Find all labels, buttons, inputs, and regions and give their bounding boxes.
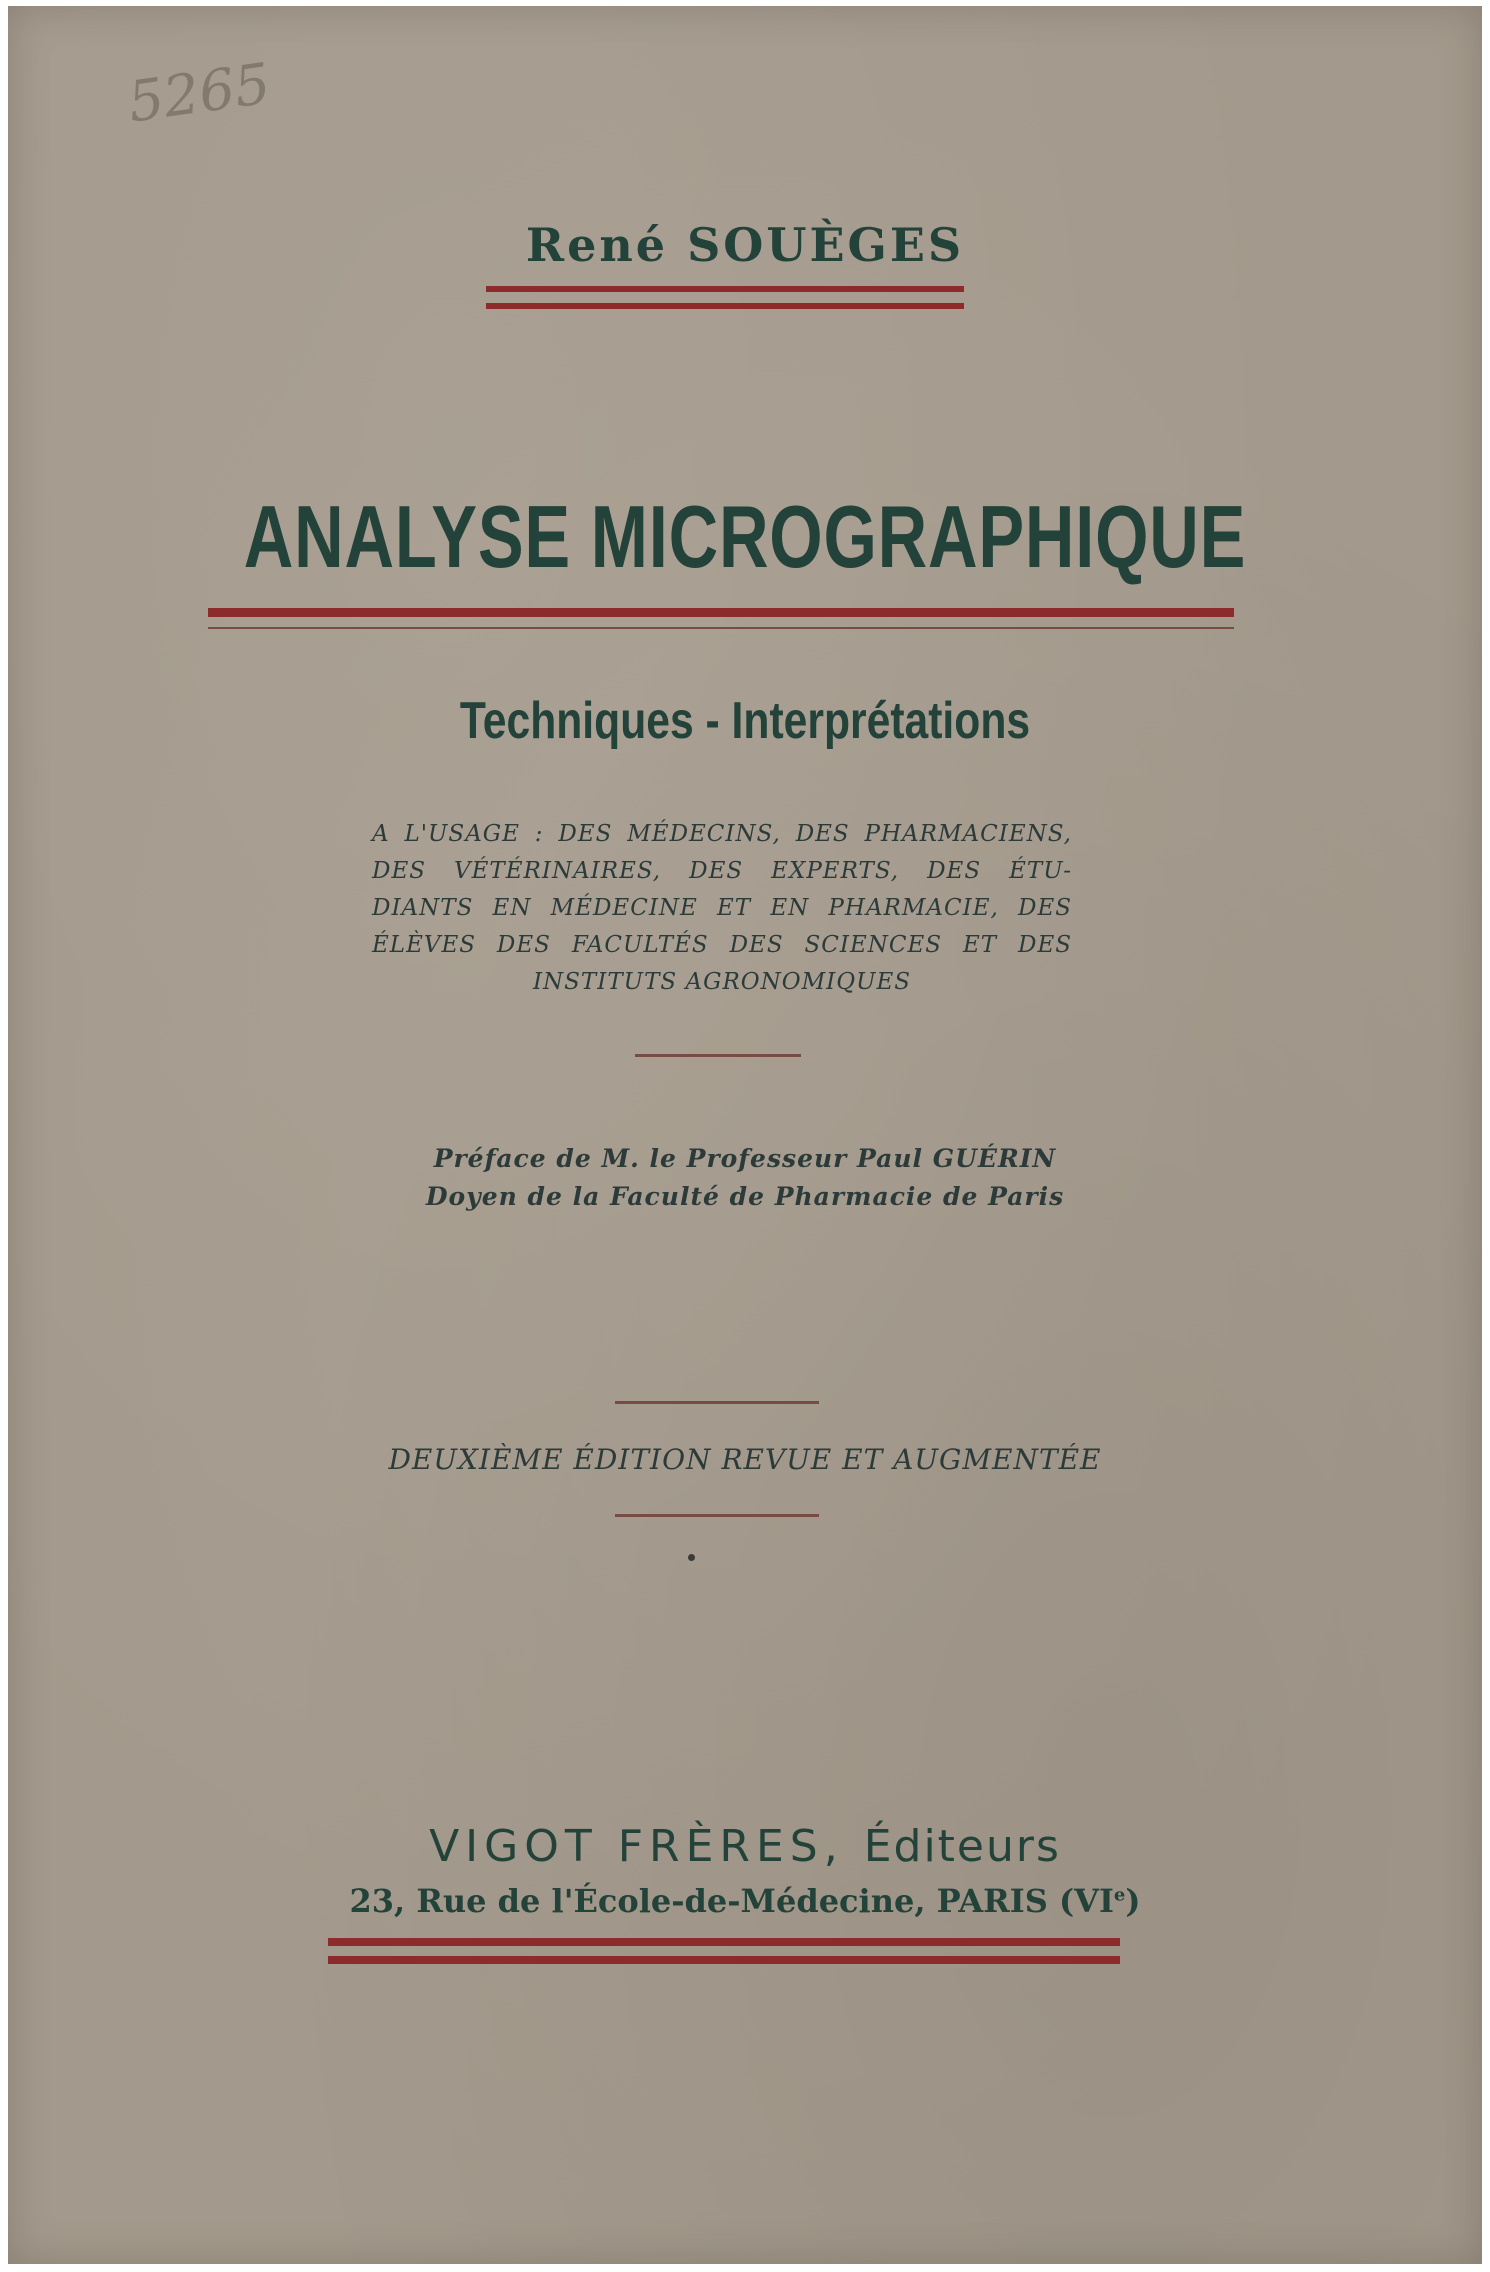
usage-line: DES VÉTÉRINAIRES, DES EXPERTS, DES ÉTU-	[372, 858, 1072, 884]
usage-line: ÉLÈVES DES FACULTÉS DES SCIENCES ET DES	[372, 932, 1072, 958]
ornament-dot	[688, 1554, 695, 1561]
address-end: )	[1125, 1882, 1141, 1920]
address-main: 23, Rue de l'École-de-Médecine, PARIS (VI	[349, 1882, 1114, 1920]
title-rule-thick	[208, 608, 1234, 617]
preface-line: Doyen de la Faculté de Pharmacie de Paris	[425, 1182, 1065, 1211]
pencil-annotation: 5265	[124, 51, 275, 136]
publisher-double-rule-bottom	[328, 1956, 1120, 1964]
author-double-rule-top	[486, 286, 964, 292]
publisher-line	[8, 1821, 1482, 1872]
divider-rule	[635, 1054, 801, 1057]
divider-rule	[615, 1401, 819, 1404]
author-name: René SOUÈGES	[525, 218, 965, 272]
divider-rule	[615, 1514, 819, 1517]
publisher-name: VIGOT FRÈRES,	[429, 1821, 844, 1872]
book-subtitle: Techniques - Interprétations	[459, 692, 1031, 750]
publisher-address	[8, 1882, 1482, 1920]
edition-note: DEUXIÈME ÉDITION REVUE ET AUGMENTÉE	[388, 1443, 1102, 1476]
author-double-rule-bottom	[486, 303, 964, 309]
publisher-double-rule-top	[328, 1938, 1120, 1946]
publisher-role: Éditeurs	[863, 1821, 1061, 1872]
usage-line: A L'USAGE : DES MÉDECINS, DES PHARMACIENS,	[372, 821, 1072, 847]
book-cover	[8, 6, 1482, 2264]
title-rule-thin	[208, 627, 1234, 629]
address-superscript: e	[1113, 1884, 1126, 1906]
preface-line: Préface de M. le Professeur Paul GUÉRIN	[433, 1144, 1057, 1173]
usage-line: DIANTS EN MÉDECINE ET EN PHARMACIE, DES	[372, 895, 1072, 921]
usage-line: INSTITUTS AGRONOMIQUES	[532, 969, 912, 995]
book-title: ANALYSE MICROGRAPHIQUE	[243, 487, 1247, 586]
